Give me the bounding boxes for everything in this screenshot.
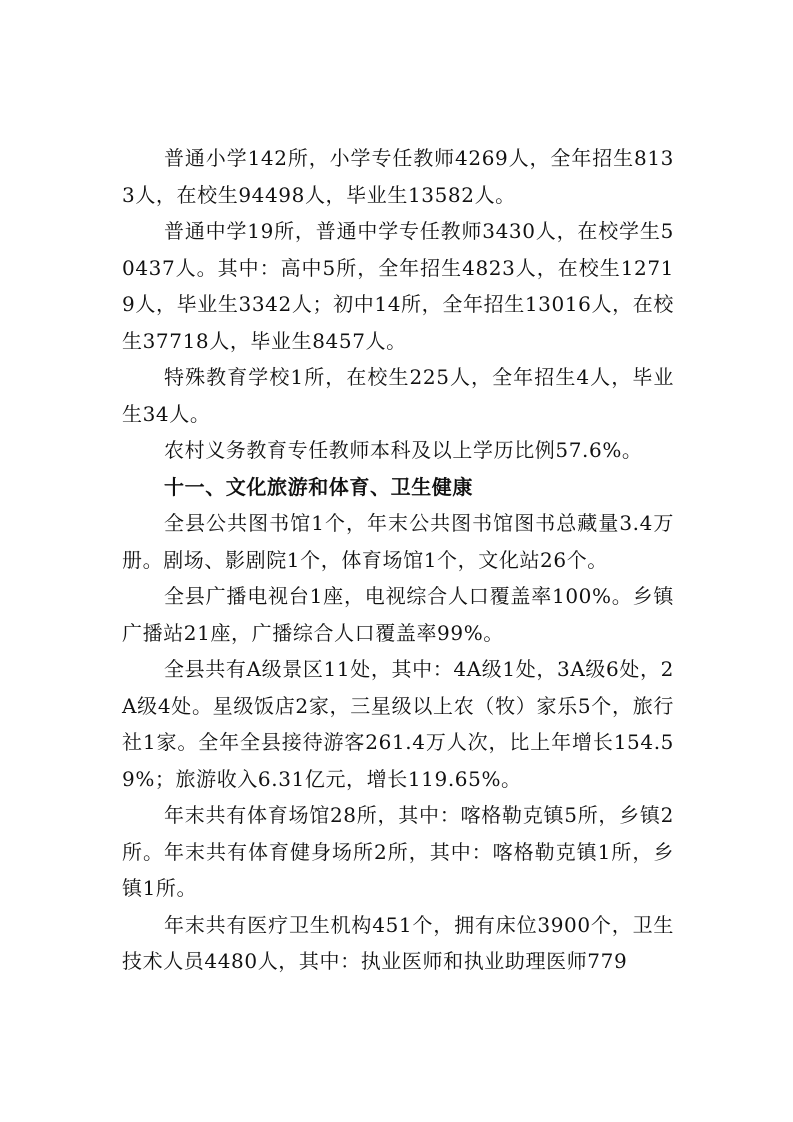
paragraph-tourism: 全县共有A级景区11处，其中：4A级1处，3A级6处，2A级4处。星级饭店2家，三星级以上农（牧）家乐5个，旅行社1家。全年全县接待游客261.4万人次，比上年增长154.59%；旅游收入6.31亿元，增长119.65%。 — [122, 657, 674, 791]
paragraph-medical: 年末共有医疗卫生机构451个，拥有床位3900个，卫生技术人员4480人，其中：执业医师和执业助理医师779 — [122, 912, 674, 973]
paragraph-primary-schools: 普通小学142所，小学专任教师4269人，全年招生8133人，在校生94498人，毕业生13582人。 — [122, 146, 674, 207]
section-heading: 十一、文化旅游和体育、卫生健康 — [164, 474, 473, 499]
paragraph-special-education: 特殊教育学校1所，在校生225人，全年招生4人，毕业生34人。 — [122, 365, 674, 426]
paragraph-broadcasting: 全县广播电视台1座，电视综合人口覆盖率100%。乡镇广播站21座，广播综合人口覆盖率99%。 — [122, 584, 674, 645]
paragraph-rural-teachers: 农村义务教育专任教师本科及以上学历比例57.6%。 — [164, 438, 643, 462]
document-body — [122, 140, 674, 980]
paragraph-sports-venues: 年末共有体育场馆28所，其中：喀格勒克镇5所，乡镇2所。年末共有体育健身场所2所，其中：喀格勒克镇1所，乡镇1所。 — [122, 803, 674, 900]
paragraph-library: 全县公共图书馆1个，年末公共图书馆图书总藏量3.4万册。剧场、影剧院1个，体育场馆1个，文化站26个。 — [122, 511, 674, 572]
paragraph-secondary-schools: 普通中学19所，普通中学专任教师3430人，在校学生50437人。其中：高中5所，全年招生4823人，在校生12719人，毕业生3342人；初中14所，全年招生13016人，在校生37718人，毕业生8457人。 — [122, 219, 674, 353]
